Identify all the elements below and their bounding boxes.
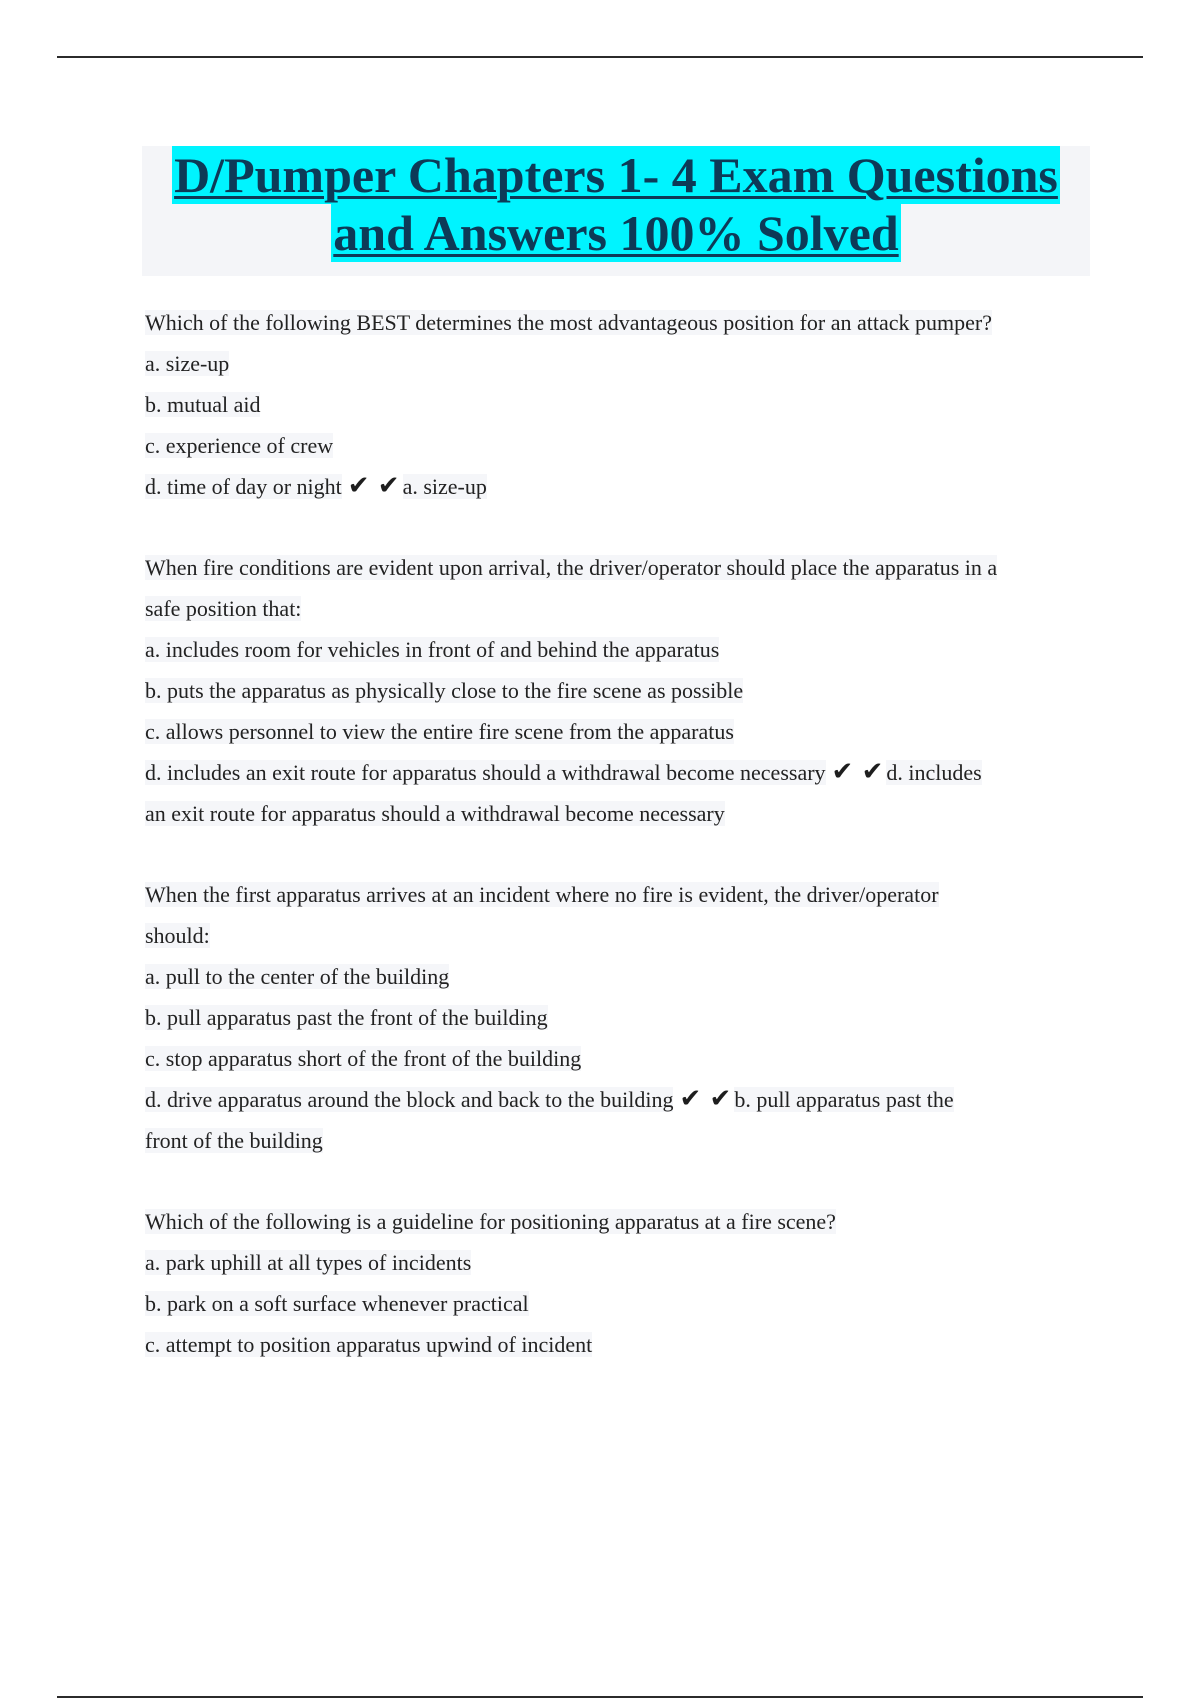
question-stem: Which of the following is a guideline for positioning apparatus at a fire scene? (145, 1209, 836, 1234)
option-d: d. includes an exit route for apparatus should a withdrawal become necessary (145, 760, 826, 785)
option-c: c. experience of crew (145, 433, 334, 458)
option-c: c. allows personnel to view the entire fire scene from the apparatus (145, 719, 734, 744)
question-3 (145, 874, 1090, 1161)
checkmark-icon: ✔ ✔ (831, 757, 884, 787)
option-c: c. stop apparatus short of the front of the building (145, 1046, 582, 1071)
option-b: b. park on a soft surface whenever practical (145, 1291, 529, 1316)
question-4 (145, 1201, 1090, 1365)
option-a: a. pull to the center of the building (145, 964, 450, 989)
answer-text: a. size-up (402, 474, 487, 499)
answer-text: d. includes (886, 760, 982, 785)
question-list (145, 302, 1090, 1405)
top-rule (57, 56, 1143, 58)
question-stem: When fire conditions are evident upon arrival, the driver/operator should place the apparatus in a (145, 555, 998, 580)
question-stem-continued: safe position that: (145, 596, 302, 621)
answer-text-continued: an exit route for apparatus should a withdrawal become necessary (145, 801, 725, 826)
option-a: a. includes room for vehicles in front of and behind the apparatus (145, 637, 720, 662)
bottom-rule (57, 1696, 1143, 1698)
answer-text: b. pull apparatus past the (734, 1087, 954, 1112)
option-d: d. drive apparatus around the block and back to the building (145, 1087, 674, 1112)
document-title (142, 146, 1090, 276)
checkmark-icon: ✔ ✔ (679, 1084, 732, 1114)
option-c: c. attempt to position apparatus upwind of incident (145, 1332, 593, 1357)
checkmark-icon: ✔ ✔ (347, 471, 400, 501)
title-line-2: and Answers 100% Solved (333, 205, 899, 261)
option-a: a. park uphill at all types of incidents (145, 1250, 472, 1275)
question-stem: Which of the following BEST determines the most advantageous position for an attack pumper? (145, 310, 992, 335)
option-b: b. mutual aid (145, 392, 261, 417)
option-a: a. size-up (145, 351, 230, 376)
answer-text-continued: front of the building (145, 1128, 323, 1153)
question-2 (145, 547, 1090, 834)
question-1 (145, 302, 1090, 507)
option-b: b. pull apparatus past the front of the building (145, 1005, 548, 1030)
question-stem: When the first apparatus arrives at an incident where no fire is evident, the driver/operator (145, 882, 939, 907)
title-line-1: D/Pumper Chapters 1- 4 Exam Questions (174, 147, 1058, 203)
question-stem-continued: should: (145, 923, 210, 948)
option-b: b. puts the apparatus as physically close to the fire scene as possible (145, 678, 744, 703)
option-d: d. time of day or night (145, 474, 342, 499)
